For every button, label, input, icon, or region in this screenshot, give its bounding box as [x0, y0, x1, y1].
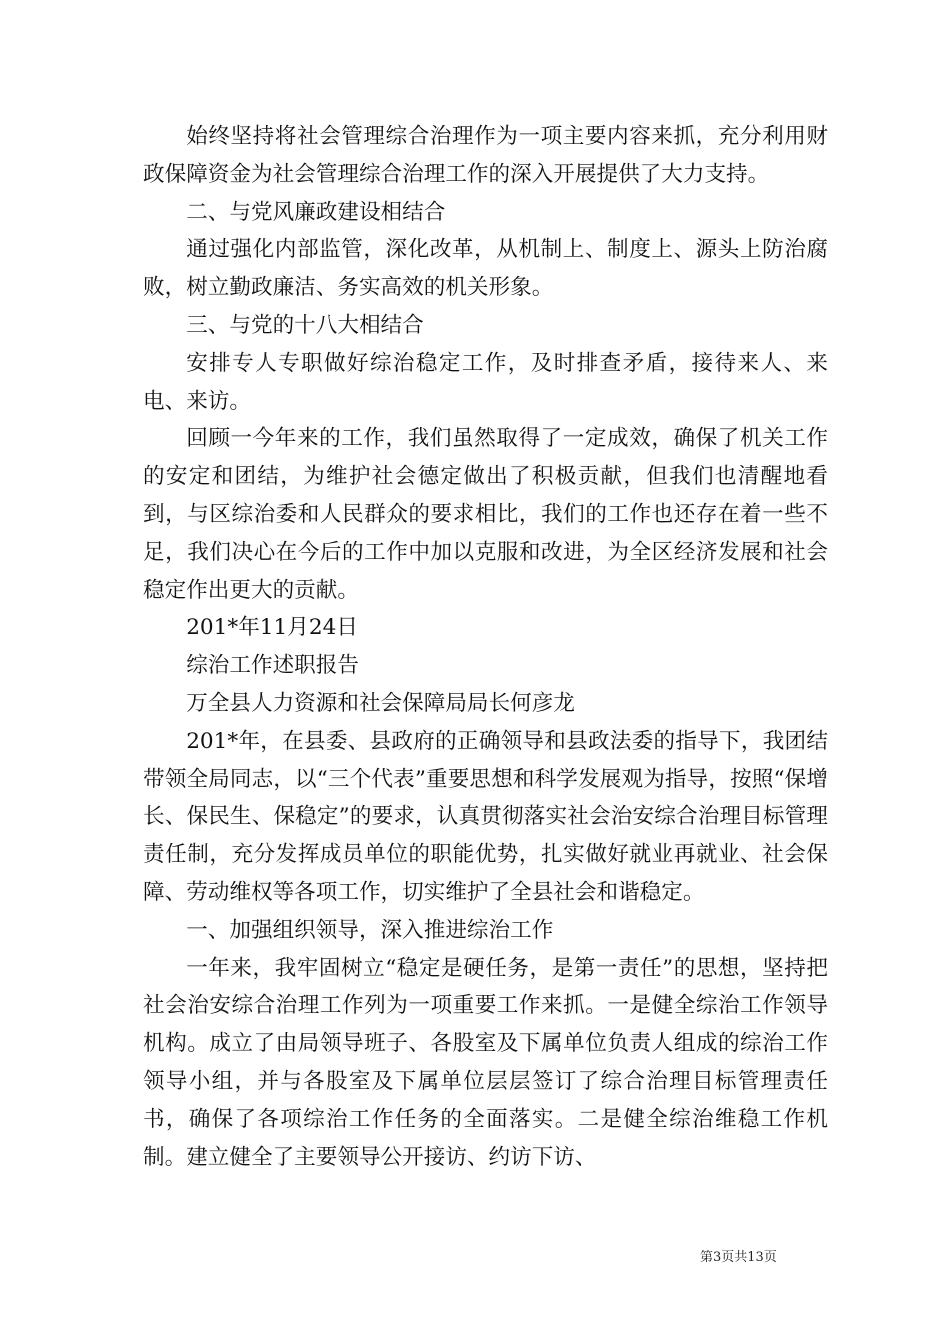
paragraph-anti-corruption: 通过强化内部监管，深化改革，从机制上、制度上、源头上防治腐败，树立勤政廉洁、务实高效的机关形象。	[143, 237, 828, 301]
heading-section-two: 二、与党风廉政建设相结合	[186, 199, 446, 225]
report-author: 万全县人力资源和社会保障局局长何彦龙	[186, 690, 575, 716]
paragraph-leadership: 一年来，我牢固树立“稳定是硬任务，是第一责任”的思想，坚持把社会治安综合治理工作列为一项重要工作来抓。一是健全综治工作领导机构。成立了由局领导班子、各股室及下属单位负责人组成的综治工作领导小组，并与各股室及下属单位层层签订了综合治理目标管理责任书，确保了各项综治工作任务的全面落实。二是健全综治维稳工作机制。建立健全了主要领导公开接访、约访下访、	[143, 955, 828, 1170]
paragraph-funding-support: 始终坚持将社会管理综合治理作为一项主要内容来抓，充分利用财政保障资金为社会管理综合治理工作的深入开展提供了大力支持。	[143, 124, 828, 187]
heading-section-one: 一、加强组织领导，深入推进综治工作	[186, 917, 554, 943]
paragraph-review: 回顾一今年来的工作，我们虽然取得了一定成效，确保了机关工作的安定和团结，为维护社会德定做出了积极贡献，但我们也清醒地看到，与区综治委和人民群众的要求相比，我们的工作也还存在着一些不足，我们决心在今后的工作中加以克服和改进，为全区经济发展和社会稳定作出更大的贡献。	[143, 426, 828, 603]
report-title: 综治工作述职报告	[186, 653, 359, 679]
page-number-footer: 第3页共13页	[700, 1250, 777, 1265]
document-body	[143, 118, 828, 1176]
paragraph-stability-work: 安排专人专职做好综治稳定工作，及时排查矛盾，接待来人、来电、来访。	[143, 350, 828, 414]
date-line: 201*年11月24日	[186, 615, 358, 641]
heading-section-three: 三、与党的十八大相结合	[186, 312, 424, 338]
paragraph-report-intro: 201*年，在县委、县政府的正确领导和县政法委的指导下，我团结带领全局同志，以“三个代表”重要思想和科学发展观为指导，按照“保增长、保民生、保稳定”的要求，认真贯彻落实社会治安综合治理目标管理责任制，充分发挥成员单位的职能优势，扎实做好就业再就业、社会保障、劳动维权等各项工作，切实维护了全县社会和谐稳定。	[143, 728, 828, 905]
